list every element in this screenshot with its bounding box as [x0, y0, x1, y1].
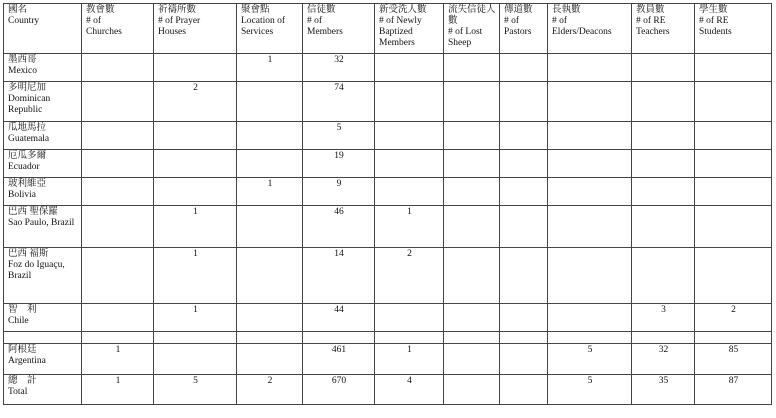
header-cell: 學生數 # of RE Students: [695, 4, 772, 54]
value-cell: [82, 178, 154, 206]
value-cell: [154, 122, 237, 150]
value-cell: [303, 332, 375, 344]
value-cell: [237, 82, 303, 122]
value-cell: 2: [375, 248, 444, 304]
header-cell: 新受洗人數 # of Newly Baptized Members: [375, 4, 444, 54]
value-cell: [548, 248, 632, 304]
value-cell: [632, 54, 695, 82]
country-name-zh: 智 利: [8, 305, 37, 315]
table-row: [4, 332, 772, 344]
value-cell: [444, 206, 500, 248]
value-cell: 670: [303, 375, 375, 405]
value-cell: [632, 206, 695, 248]
table-row: [4, 375, 772, 405]
country-name-zh: 厄瓜多爾: [8, 151, 47, 161]
table-row: [4, 206, 772, 248]
value-cell: 46: [303, 206, 375, 248]
value-cell: [500, 206, 548, 248]
value-cell: [500, 82, 548, 122]
value-cell: [695, 178, 772, 206]
value-cell: 32: [632, 344, 695, 375]
value-cell: [237, 332, 303, 344]
value-cell: [444, 150, 500, 178]
church-statistics-table: [3, 3, 772, 405]
value-cell: [154, 54, 237, 82]
country-cell: [4, 178, 82, 206]
table-row: [4, 344, 772, 375]
country-name-en: Argentina: [8, 356, 46, 366]
header-cell: 信徒數 # of Members: [303, 4, 375, 54]
table-row: [4, 178, 772, 206]
value-cell: 2: [154, 82, 237, 122]
country-name-zh: 墨西哥: [8, 55, 37, 65]
value-cell: [154, 178, 237, 206]
value-cell: 74: [303, 82, 375, 122]
value-cell: 1: [82, 344, 154, 375]
country-name-en: Ecuador: [8, 162, 40, 172]
value-cell: [632, 332, 695, 344]
header-cell: 流失信徒人數 # of Lost Sheep: [444, 4, 500, 54]
value-cell: [237, 122, 303, 150]
value-cell: [548, 150, 632, 178]
value-cell: [444, 82, 500, 122]
country-cell: [4, 304, 82, 332]
value-cell: [548, 122, 632, 150]
value-cell: 85: [695, 344, 772, 375]
value-cell: [237, 206, 303, 248]
header-cell: 聚會點 Location of Services: [237, 4, 303, 54]
country-name-en: Sao Paulo, Brazil: [8, 218, 75, 228]
country-cell: [4, 375, 82, 405]
country-name-en: Mexico: [8, 66, 38, 76]
header-cell: 傳道數 # of Pastors: [500, 4, 548, 54]
value-cell: [444, 178, 500, 206]
header-cell: 教員數 # of RE Teachers: [632, 4, 695, 54]
header-cell: 長執數 # of Elders/Deacons: [548, 4, 632, 54]
value-cell: [154, 150, 237, 178]
value-cell: [82, 206, 154, 248]
table-row: [4, 54, 772, 82]
value-cell: [444, 122, 500, 150]
value-cell: [695, 54, 772, 82]
country-cell: [4, 54, 82, 82]
value-cell: [237, 248, 303, 304]
country-cell: [4, 332, 82, 344]
value-cell: [500, 332, 548, 344]
value-cell: 87: [695, 375, 772, 405]
header-cell: 教會數 # of Churches: [82, 4, 154, 54]
value-cell: [500, 375, 548, 405]
country-name-en: Chile: [8, 316, 29, 326]
value-cell: [500, 304, 548, 332]
country-name-zh: 阿根廷: [8, 345, 37, 355]
country-cell: [4, 344, 82, 375]
value-cell: [375, 304, 444, 332]
value-cell: [695, 248, 772, 304]
table-row: [4, 82, 772, 122]
value-cell: [82, 332, 154, 344]
value-cell: [444, 344, 500, 375]
value-cell: [695, 122, 772, 150]
value-cell: 5: [154, 375, 237, 405]
country-name-en: Guatemala: [8, 134, 50, 144]
value-cell: [154, 344, 237, 375]
value-cell: [444, 375, 500, 405]
value-cell: 1: [82, 375, 154, 405]
value-cell: [82, 54, 154, 82]
value-cell: [695, 82, 772, 122]
value-cell: [500, 122, 548, 150]
value-cell: 9: [303, 178, 375, 206]
value-cell: 5: [548, 344, 632, 375]
value-cell: 44: [303, 304, 375, 332]
value-cell: [695, 206, 772, 248]
value-cell: 1: [154, 206, 237, 248]
value-cell: [548, 54, 632, 82]
value-cell: 3: [632, 304, 695, 332]
value-cell: [695, 150, 772, 178]
value-cell: [237, 150, 303, 178]
header-cell: 國名 Country: [4, 4, 82, 54]
table-row: [4, 150, 772, 178]
value-cell: [154, 332, 237, 344]
value-cell: [444, 54, 500, 82]
value-cell: 19: [303, 150, 375, 178]
value-cell: [444, 332, 500, 344]
value-cell: 2: [695, 304, 772, 332]
country-name-zh: 玻利維亞: [8, 179, 47, 189]
value-cell: 1: [154, 304, 237, 332]
value-cell: [500, 344, 548, 375]
value-cell: 1: [154, 248, 237, 304]
table-row: [4, 248, 772, 304]
value-cell: 1: [237, 178, 303, 206]
value-cell: 1: [375, 206, 444, 248]
value-cell: [375, 178, 444, 206]
value-cell: [548, 332, 632, 344]
value-cell: [237, 344, 303, 375]
value-cell: [632, 248, 695, 304]
value-cell: [548, 206, 632, 248]
value-cell: [500, 248, 548, 304]
value-cell: [632, 122, 695, 150]
table-row: [4, 122, 772, 150]
value-cell: [375, 122, 444, 150]
value-cell: 5: [303, 122, 375, 150]
country-name-en: Foz do Iguaçu, Brazil: [8, 260, 65, 281]
value-cell: [444, 248, 500, 304]
country-cell: [4, 206, 82, 248]
value-cell: [548, 304, 632, 332]
value-cell: [444, 304, 500, 332]
value-cell: 1: [375, 344, 444, 375]
value-cell: [82, 248, 154, 304]
country-cell: [4, 82, 82, 122]
value-cell: [82, 304, 154, 332]
value-cell: 461: [303, 344, 375, 375]
value-cell: [375, 82, 444, 122]
value-cell: 5: [548, 375, 632, 405]
header-row: [4, 4, 772, 54]
value-cell: [237, 304, 303, 332]
country-name-zh: 多明尼加: [8, 83, 47, 93]
country-name-en: Total: [8, 387, 28, 397]
country-name-zh: 巴西 福斯: [8, 249, 49, 259]
value-cell: 35: [632, 375, 695, 405]
value-cell: [632, 82, 695, 122]
value-cell: [500, 178, 548, 206]
value-cell: 1: [237, 54, 303, 82]
value-cell: 32: [303, 54, 375, 82]
country-name-zh: 總 計: [8, 376, 37, 386]
value-cell: [82, 150, 154, 178]
country-name-en: Dominican Republic: [8, 94, 51, 115]
country-name-zh: 瓜地馬拉: [8, 123, 47, 133]
value-cell: [548, 178, 632, 206]
country-cell: [4, 150, 82, 178]
value-cell: [500, 54, 548, 82]
value-cell: [82, 82, 154, 122]
value-cell: [632, 178, 695, 206]
country-name-en: Bolivia: [8, 190, 36, 200]
value-cell: 14: [303, 248, 375, 304]
value-cell: [375, 54, 444, 82]
value-cell: [82, 122, 154, 150]
value-cell: [632, 150, 695, 178]
value-cell: [500, 150, 548, 178]
value-cell: [375, 150, 444, 178]
value-cell: [695, 332, 772, 344]
table-row: [4, 304, 772, 332]
value-cell: 4: [375, 375, 444, 405]
value-cell: [548, 82, 632, 122]
country-cell: [4, 248, 82, 304]
header-cell: 祈禱所數 # of Prayer Houses: [154, 4, 237, 54]
country-cell: [4, 122, 82, 150]
value-cell: [375, 332, 444, 344]
value-cell: 2: [237, 375, 303, 405]
country-name-zh: 巴西 聖保羅: [8, 207, 58, 217]
